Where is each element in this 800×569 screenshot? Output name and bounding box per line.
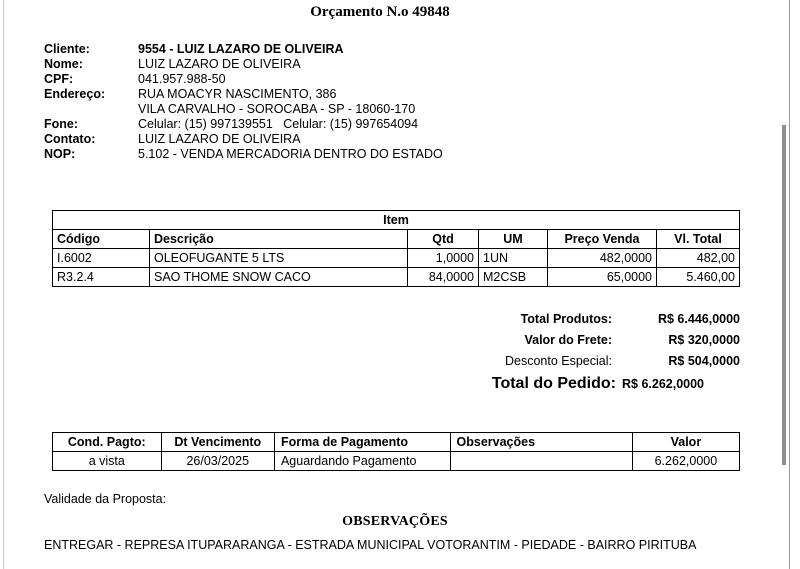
items-header-vl-total: Vl. Total	[657, 230, 740, 249]
item-um: M2CSB	[479, 268, 548, 287]
table-row	[53, 452, 740, 471]
client-field-value: RUA MOACYR NASCIMENTO, 386	[138, 87, 337, 101]
payment-header-dt-vencimento: Dt Vencimento	[161, 433, 274, 452]
items-header-qtd: Qtd	[408, 230, 479, 249]
client-field-value: VILA CARVALHO - SOROCABA - SP - 18060-170	[138, 102, 416, 116]
item-descricao: OLEOFUGANTE 5 LTS	[150, 249, 408, 268]
payment-header-valor: Valor	[632, 433, 739, 452]
items-table-header-row	[53, 230, 740, 249]
payment-observacoes	[450, 452, 632, 471]
client-info-row	[44, 57, 443, 72]
client-field-label: NOP:	[44, 147, 76, 161]
items-table-group-header: Item	[53, 211, 740, 230]
client-field-value: 5.102 - VENDA MERCADORIA DENTRO DO ESTADO	[138, 147, 443, 161]
client-field-value: 9554 - LUIZ LAZARO DE OLIVEIRA	[138, 42, 344, 56]
item-codigo: R3.2.4	[53, 268, 150, 287]
client-info-row	[44, 72, 443, 87]
item-preco-venda: 65,0000	[548, 268, 657, 287]
payment-table-header-row	[53, 433, 740, 452]
vertical-scrollbar-thumb[interactable]	[782, 125, 786, 465]
item-preco-venda: 482,0000	[548, 249, 657, 268]
desconto-especial-value: R$ 504,0000	[668, 354, 740, 368]
client-field-value: 041.957.988-50	[138, 72, 226, 86]
client-info-row	[44, 132, 443, 147]
page-title: Orçamento N.o 49848	[310, 4, 450, 20]
client-field-label: Nome:	[44, 57, 83, 71]
client-field-label: CPF:	[44, 72, 74, 86]
valor-frete-value: R$ 320,0000	[668, 333, 740, 347]
items-table	[52, 210, 740, 287]
client-info-row	[44, 42, 443, 57]
payment-header-forma-pagamento: Forma de Pagamento	[274, 433, 450, 452]
payment-dt-vencimento: 26/03/2025	[161, 452, 274, 471]
items-header-descricao: Descrição	[150, 230, 408, 249]
total-pedido-value: R$ 6.262,0000	[622, 377, 705, 391]
client-field-label: Fone:	[44, 117, 79, 131]
payment-valor: 6.262,0000	[632, 452, 739, 471]
client-field-value: Celular: (15) 997139551 Celular: (15) 997654094	[138, 117, 419, 131]
client-info-block	[44, 42, 443, 162]
table-row	[53, 268, 740, 287]
item-vl-total: 5.460,00	[657, 268, 740, 287]
payment-forma-pagamento: Aguardando Pagamento	[274, 452, 450, 471]
total-pedido-label: Total do Pedido:	[491, 375, 616, 392]
item-qtd: 1,0000	[408, 249, 479, 268]
item-descricao: SAO THOME SNOW CACO	[150, 268, 408, 287]
item-codigo: I.6002	[53, 249, 150, 268]
desconto-especial-label: Desconto Especial:	[504, 354, 612, 368]
items-header-codigo: Código	[53, 230, 150, 249]
payment-table	[52, 432, 740, 471]
client-field-value: LUIZ LAZARO DE OLIVEIRA	[138, 132, 301, 146]
items-table-group-header-row	[53, 211, 740, 230]
observacoes-title: OBSERVAÇÕES	[342, 514, 448, 529]
totals-block	[430, 312, 740, 401]
payment-header-cond-pagto: Cond. Pagto:	[53, 433, 162, 452]
total-produtos-value: R$ 6.446,0000	[657, 312, 740, 326]
client-info-row	[44, 102, 443, 117]
table-row	[53, 249, 740, 268]
client-field-label: Contato:	[44, 132, 96, 146]
total-pedido-row	[430, 375, 740, 401]
page-left-rule	[3, 0, 4, 569]
observacoes-text: ENTREGAR - REPRESA ITUPARARANGA - ESTRADA MUNICIPAL VOTORANTIM - PIEDADE - BAIRRO PIRITUBA	[44, 538, 697, 552]
client-field-value: LUIZ LAZARO DE OLIVEIRA	[138, 57, 301, 71]
client-field-label: Cliente:	[44, 42, 90, 56]
validade-proposta-label: Validade da Proposta:	[44, 492, 167, 506]
desconto-especial-row	[430, 354, 740, 375]
payment-header-observacoes: Observações	[450, 433, 632, 452]
item-um: 1UN	[479, 249, 548, 268]
client-info-row	[44, 117, 443, 132]
valor-frete-label: Valor do Frete:	[524, 333, 612, 347]
valor-frete-row	[430, 333, 740, 354]
item-vl-total: 482,00	[657, 249, 740, 268]
client-info-row	[44, 87, 443, 102]
items-header-preco-venda: Preço Venda	[548, 230, 657, 249]
vertical-scrollbar[interactable]	[791, 0, 800, 569]
payment-cond-pagto: a vista	[53, 452, 162, 471]
total-produtos-label: Total Produtos:	[520, 312, 612, 326]
items-header-um: UM	[479, 230, 548, 249]
total-produtos-row	[430, 312, 740, 333]
client-field-label: Endereço:	[44, 87, 106, 101]
client-info-row	[44, 147, 443, 162]
item-qtd: 84,0000	[408, 268, 479, 287]
